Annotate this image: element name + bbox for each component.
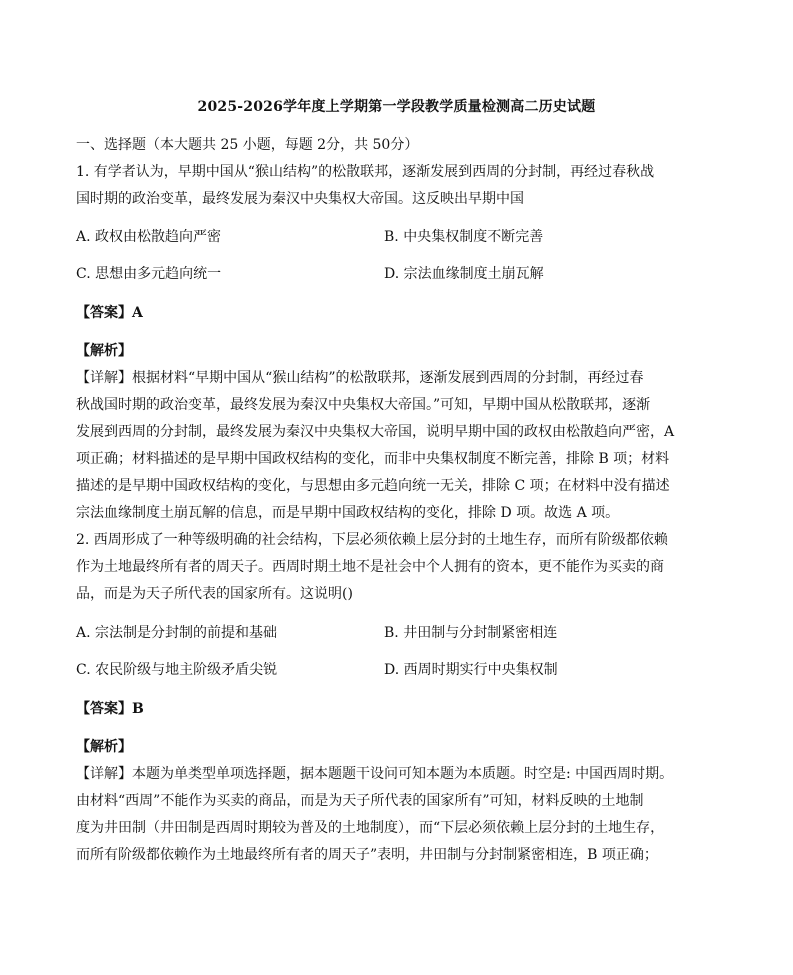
q1-option-d: D. 宗法血缘制度土崩瓦解 bbox=[384, 266, 544, 282]
q2-option-c: C. 农民阶级与地主阶级矛盾尖锐 bbox=[76, 662, 278, 678]
q1-detail-line-3: 发展到西周的分封制，最终发展为秦汉中央集权大帝国，说明早期中国的政权由松散趋向严密，A bbox=[76, 424, 675, 440]
q1-detail-line-4: 项正确；材料描述的是早期中国政权结构的变化，而非中央集权制度不断完善，排除 B 项；材料 bbox=[76, 451, 670, 467]
q1-detail-line-2: 秋战国时期的政治变革，最终发展为秦汉中央集权大帝国。”可知，早期中国从松散联邦，逐渐 bbox=[76, 397, 651, 413]
q2-detail-line-2: 由材料“西周”不能作为买卖的商品，而是为天子所代表的国家所有”可知，材料反映的土地制 bbox=[76, 793, 644, 809]
q1-option-a: A. 政权由松散趋向严密 bbox=[76, 229, 222, 245]
q2-stem-line-3: 品，而是为天子所代表的国家所有。这说明() bbox=[76, 586, 353, 602]
q1-answer: 【答案】A bbox=[76, 305, 143, 321]
q2-detail-line-4: 而所有阶级都依赖作为土地最终所有者的周天子”表明，井田制与分封制紧密相连，B 项正确； bbox=[76, 847, 658, 863]
q1-analysis-label: 【解析】 bbox=[76, 343, 132, 359]
q2-detail-line-1: 【详解】本题为单类型单项选择题，据本题题干设问可知本题为本质题。时空是: 中国西周时期。 bbox=[76, 766, 674, 782]
q1-stem-line-1: 1. 有学者认为，早期中国从“猴山结构”的松散联邦，逐渐发展到西周的分封制，再经过春秋战 bbox=[76, 164, 655, 180]
q2-detail-line-3: 度为井田制（井田制是西周时期较为普及的土地制度），而“下层必须依赖上层分封的土地生存， bbox=[76, 820, 665, 836]
q1-stem-line-2: 国时期的政治变革，最终发展为秦汉中央集权大帝国。这反映出早期中国 bbox=[76, 191, 524, 207]
q2-analysis-label: 【解析】 bbox=[76, 739, 132, 755]
q2-option-d: D. 西周时期实行中央集权制 bbox=[384, 662, 558, 678]
page-title: 2025-2026学年度上学期第一学段教学质量检测高二历史试题 bbox=[197, 99, 596, 115]
q1-detail-line-5: 描述的是早期中国政权结构的变化，与思想由多元趋向统一无关，排除 C 项；在材料中没有描述 bbox=[76, 478, 670, 494]
q1-option-b: B. 中央集权制度不断完善 bbox=[384, 229, 544, 245]
q2-option-a: A. 宗法制是分封制的前提和基础 bbox=[76, 625, 278, 641]
q1-detail-line-6: 宗法血缘制度土崩瓦解的信息，而是早期中国政权结构的变化，排除 D 项。故选 A 项。 bbox=[76, 505, 620, 521]
q2-answer: 【答案】B bbox=[76, 701, 144, 717]
q2-stem-line-1: 2. 西周形成了一种等级明确的社会结构，下层必须依赖上层分封的土地生存，而所有阶级都依赖 bbox=[76, 532, 668, 548]
q2-option-b: B. 井田制与分封制紧密相连 bbox=[384, 625, 558, 641]
q2-stem-line-2: 作为土地最终所有者的周天子。西周时期土地不是社会中个人拥有的资本，更不能作为买卖的商 bbox=[76, 559, 664, 575]
section-heading: 一、选择题（本大题共 25 小题，每题 2分，共 50分） bbox=[76, 137, 419, 153]
q1-detail-line-1: 【详解】根据材料“早期中国从“猴山结构”的松散联邦，逐渐发展到西周的分封制，再经过春 bbox=[76, 370, 644, 386]
q1-option-c: C. 思想由多元趋向统一 bbox=[76, 266, 222, 282]
